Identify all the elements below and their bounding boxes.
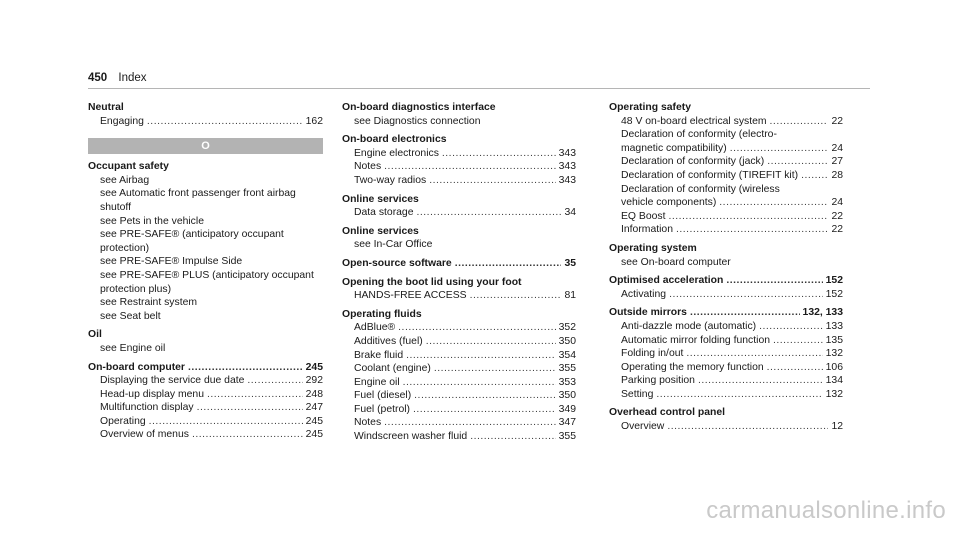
page-ref: 24 xyxy=(831,197,843,209)
leader-dots xyxy=(656,388,822,402)
subentry-label: Overview of menus xyxy=(100,429,189,441)
leader-dots xyxy=(770,115,829,129)
page-title: Index xyxy=(118,72,147,84)
leader-dots xyxy=(767,361,823,375)
page-ref: 355 xyxy=(558,363,576,375)
subentry-label: Overview xyxy=(621,421,665,433)
leader-dots xyxy=(676,223,828,237)
entry-heading-row xyxy=(609,274,843,288)
entry-heading: Optimised acceleration xyxy=(609,275,724,287)
leader-dots xyxy=(147,115,303,129)
page-ref: 152 xyxy=(825,288,843,300)
subentry-row xyxy=(342,160,576,174)
subentry-row xyxy=(609,155,843,169)
see-reference: see In-Car Office xyxy=(354,239,433,251)
page-ref: 353 xyxy=(558,376,576,388)
entry-heading-row xyxy=(88,361,323,375)
subentry-label: Operating xyxy=(100,415,146,427)
see-reference: see Restraint system xyxy=(100,297,198,309)
subentry-row xyxy=(342,416,576,430)
page-ref: 152 xyxy=(825,275,843,287)
subentry-row xyxy=(609,334,843,348)
entry-heading: Open-source software xyxy=(342,257,452,269)
leader-dots xyxy=(426,335,556,349)
page-ref: 162 xyxy=(305,115,323,127)
entry-heading: Overhead control panel xyxy=(609,407,726,419)
leader-dots xyxy=(384,160,556,174)
leader-dots xyxy=(719,196,828,210)
entry-heading-row xyxy=(342,257,576,271)
leader-dots xyxy=(667,420,828,434)
see-reference: see Diagnostics connection xyxy=(354,115,481,127)
subentry-label: Notes xyxy=(354,161,382,173)
subentry-label: Folding in/out xyxy=(621,348,684,360)
entry-heading: Operating fluids xyxy=(342,308,422,320)
subentry-label-line: Declaration of conformity (wireless xyxy=(621,183,780,195)
page-ref: 28 xyxy=(831,169,843,181)
subentry-label: Fuel (diesel) xyxy=(354,390,412,402)
page-ref: 134 xyxy=(825,375,843,387)
subentry-row xyxy=(88,115,323,129)
entry-heading: On-board electronics xyxy=(342,134,447,146)
subentry-label: Engine electronics xyxy=(354,147,439,159)
subentry-label: Declaration of conformity (TIREFIT kit) xyxy=(621,169,799,181)
subentry-row xyxy=(609,288,843,302)
subentry-label: Automatic mirror folding function xyxy=(621,334,770,346)
subentry-label: Windscreen washer fluid xyxy=(354,431,468,443)
leader-dots xyxy=(413,403,556,417)
leader-dots xyxy=(414,389,555,403)
see-reference: see PRE-SAFE® (anticipatory occupant protection) xyxy=(100,229,284,254)
subentry-label: vehicle components) xyxy=(621,197,717,209)
page-ref: 350 xyxy=(558,335,576,347)
leader-dots xyxy=(197,401,303,415)
subentry-label: Coolant (engine) xyxy=(354,363,431,375)
page-ref: 245 xyxy=(305,361,323,373)
subentry-row xyxy=(342,389,576,403)
subentry-label: magnetic compatibility) xyxy=(621,142,727,154)
subentry-label-line: Declaration of conformity (electro- xyxy=(621,129,777,141)
header-divider xyxy=(88,88,870,89)
leader-dots xyxy=(188,361,303,375)
subentry-row xyxy=(609,196,843,210)
leader-dots xyxy=(455,257,562,271)
index-entry-opening-boot-lid xyxy=(342,276,576,303)
subentry-label: Displaying the service due date xyxy=(100,375,245,387)
entry-heading: Operating system xyxy=(609,242,697,254)
page-ref: 22 xyxy=(831,210,843,222)
subentry-row xyxy=(88,401,323,415)
see-reference: see Seat belt xyxy=(100,310,161,322)
index-entry-on-board-diagnostics xyxy=(342,101,576,128)
leader-dots xyxy=(384,416,556,430)
page-ref: 133 xyxy=(825,320,843,332)
page-ref: 347 xyxy=(558,417,576,429)
page-ref: 135 xyxy=(825,334,843,346)
page-ref: 248 xyxy=(305,388,323,400)
subentry-row xyxy=(609,347,843,361)
entry-heading: On-board diagnostics interface xyxy=(342,102,496,113)
page-ref: 34 xyxy=(564,207,576,219)
subentry-row xyxy=(609,210,843,224)
subentry-row xyxy=(88,428,323,442)
page-ref: 355 xyxy=(558,431,576,443)
page-ref: 245 xyxy=(305,415,323,427)
see-reference: see Pets in the vehicle xyxy=(100,215,204,227)
entry-heading: Online services xyxy=(342,193,419,205)
leader-dots xyxy=(470,289,562,303)
subentry-label: Engaging xyxy=(100,115,144,127)
index-entry-overhead-control-panel xyxy=(609,406,843,433)
index-column-1 xyxy=(88,101,323,447)
subentry-label: Parking position xyxy=(621,375,695,387)
subentry-label: Multifunction display xyxy=(100,402,194,414)
page-ref: 12 xyxy=(831,421,843,433)
page-ref: 352 xyxy=(558,322,576,334)
leader-dots xyxy=(730,142,829,156)
subentry-row xyxy=(609,142,843,156)
subentry-row xyxy=(609,169,843,183)
index-entry-on-board-computer xyxy=(88,361,323,443)
subentry-row xyxy=(609,374,843,388)
leader-dots xyxy=(398,321,555,335)
subentry-row xyxy=(609,223,843,237)
page-ref: 132 xyxy=(825,348,843,360)
subentry-row xyxy=(342,403,576,417)
subentry-label: Head-up display menu xyxy=(100,388,204,400)
index-entry-operating-system xyxy=(609,242,843,269)
leader-dots xyxy=(690,306,800,320)
entry-heading: Opening the boot lid using your foot xyxy=(342,276,522,288)
page-header xyxy=(88,72,147,84)
subentry-row xyxy=(342,206,576,220)
subentry-row xyxy=(88,415,323,429)
subentry-label: Notes xyxy=(354,417,382,429)
page-number: 450 xyxy=(88,72,108,84)
leader-dots xyxy=(801,169,828,183)
subentry-row xyxy=(88,374,323,388)
page-ref: 343 xyxy=(558,174,576,186)
leader-dots xyxy=(686,347,822,361)
leader-dots xyxy=(726,274,822,288)
see-reference: see Engine oil xyxy=(100,342,166,354)
entry-heading: Outside mirrors xyxy=(609,307,687,319)
page-ref: 354 xyxy=(558,349,576,361)
leader-dots xyxy=(429,174,555,188)
letter-section-bar: O xyxy=(88,138,323,154)
subentry-label: Information xyxy=(621,224,673,236)
page-ref: 35 xyxy=(564,257,576,269)
index-column-2 xyxy=(342,101,576,449)
subentry-label: Engine oil xyxy=(354,376,400,388)
see-reference: see Airbag xyxy=(100,174,150,186)
page-ref: 24 xyxy=(831,142,843,154)
leader-dots xyxy=(149,415,303,429)
leader-dots xyxy=(207,388,303,402)
leader-dots xyxy=(247,374,302,388)
entry-heading: Neutral xyxy=(88,102,124,113)
page-ref: 343 xyxy=(558,147,576,159)
watermark: carmanualsonline.info xyxy=(706,497,946,524)
see-reference: see PRE-SAFE® Impulse Side xyxy=(100,256,243,268)
subentry-row xyxy=(342,349,576,363)
subentry-label: Anti-dazzle mode (automatic) xyxy=(621,320,757,332)
index-entry-operating-fluids xyxy=(342,308,576,444)
leader-dots xyxy=(759,320,823,334)
subentry-row xyxy=(88,388,323,402)
subentry-label: Additives (fuel) xyxy=(354,335,423,347)
page-ref: 350 xyxy=(558,390,576,402)
leader-dots xyxy=(192,428,303,442)
subentry-row xyxy=(342,430,576,444)
see-reference: see Automatic front passenger front airbag shutoff xyxy=(100,188,296,213)
entry-heading: Occupant safety xyxy=(88,161,169,173)
page-ref: 22 xyxy=(831,224,843,236)
subentry-row xyxy=(609,361,843,375)
index-entry-neutral xyxy=(88,101,323,128)
subentry-row xyxy=(609,420,843,434)
subentry-label: Operating the memory function xyxy=(621,361,764,373)
subentry-row xyxy=(609,388,843,402)
index-entry-operating-safety xyxy=(609,101,843,237)
index-column-3 xyxy=(609,101,843,439)
index-entry-online-services xyxy=(342,193,576,220)
subentry-label: Fuel (petrol) xyxy=(354,403,411,415)
subentry-label: Data storage xyxy=(354,207,414,219)
leader-dots xyxy=(434,362,556,376)
leader-dots xyxy=(417,206,562,220)
entry-heading: Operating safety xyxy=(609,102,691,113)
subentry-label: EQ Boost xyxy=(621,210,666,222)
subentry-label: Activating xyxy=(621,288,667,300)
subentry-row xyxy=(609,115,843,129)
index-entry-online-services-2 xyxy=(342,225,576,252)
index-entry-oil xyxy=(88,328,323,355)
leader-dots xyxy=(668,210,828,224)
index-entry-on-board-electronics xyxy=(342,133,576,187)
subentry-label: AdBlue® xyxy=(354,322,396,334)
entry-heading: Oil xyxy=(88,329,102,341)
leader-dots xyxy=(406,349,556,363)
page-ref: 349 xyxy=(558,403,576,415)
index-entry-optimised-acceleration xyxy=(609,274,843,301)
page-ref: 247 xyxy=(305,402,323,414)
subentry-row xyxy=(342,335,576,349)
leader-dots xyxy=(669,288,823,302)
subentry-row xyxy=(342,289,576,303)
entry-heading-row xyxy=(609,306,843,320)
leader-dots xyxy=(767,155,828,169)
subentry-row xyxy=(342,362,576,376)
subentry-label: Declaration of conformity (jack) xyxy=(621,156,765,168)
subentry-label: Two-way radios xyxy=(354,174,427,186)
page-ref: 27 xyxy=(831,156,843,168)
page-ref: 132, 133 xyxy=(802,307,843,319)
subentry-label: 48 V on-board electrical system xyxy=(621,115,767,127)
index-entry-occupant-safety xyxy=(88,160,323,323)
subentry-row xyxy=(342,174,576,188)
subentry-row xyxy=(609,320,843,334)
leader-dots xyxy=(698,374,823,388)
leader-dots xyxy=(403,376,556,390)
entry-heading: Online services xyxy=(342,225,419,237)
page-ref: 245 xyxy=(305,429,323,441)
leader-dots xyxy=(442,147,556,161)
subentry-label: Brake fluid xyxy=(354,349,404,361)
leader-dots xyxy=(773,334,823,348)
subentry-row xyxy=(342,321,576,335)
leader-dots xyxy=(470,430,555,444)
page-ref: 343 xyxy=(558,161,576,173)
page-ref: 81 xyxy=(564,290,576,302)
subentry-row xyxy=(342,376,576,390)
index-entry-outside-mirrors xyxy=(609,306,843,401)
see-reference: see On-board computer xyxy=(621,256,731,268)
see-reference: see PRE-SAFE® PLUS (anticipatory occupant protection plus) xyxy=(100,269,314,295)
index-entry-open-source-software xyxy=(342,257,576,271)
page-ref: 106 xyxy=(825,361,843,373)
page-ref: 22 xyxy=(831,115,843,127)
subentry-label: HANDS-FREE ACCESS xyxy=(354,290,467,302)
page-ref: 132 xyxy=(825,388,843,400)
entry-heading: On-board computer xyxy=(88,361,185,373)
subentry-label: Setting xyxy=(621,388,654,400)
page-ref: 292 xyxy=(305,375,323,387)
subentry-row xyxy=(342,147,576,161)
